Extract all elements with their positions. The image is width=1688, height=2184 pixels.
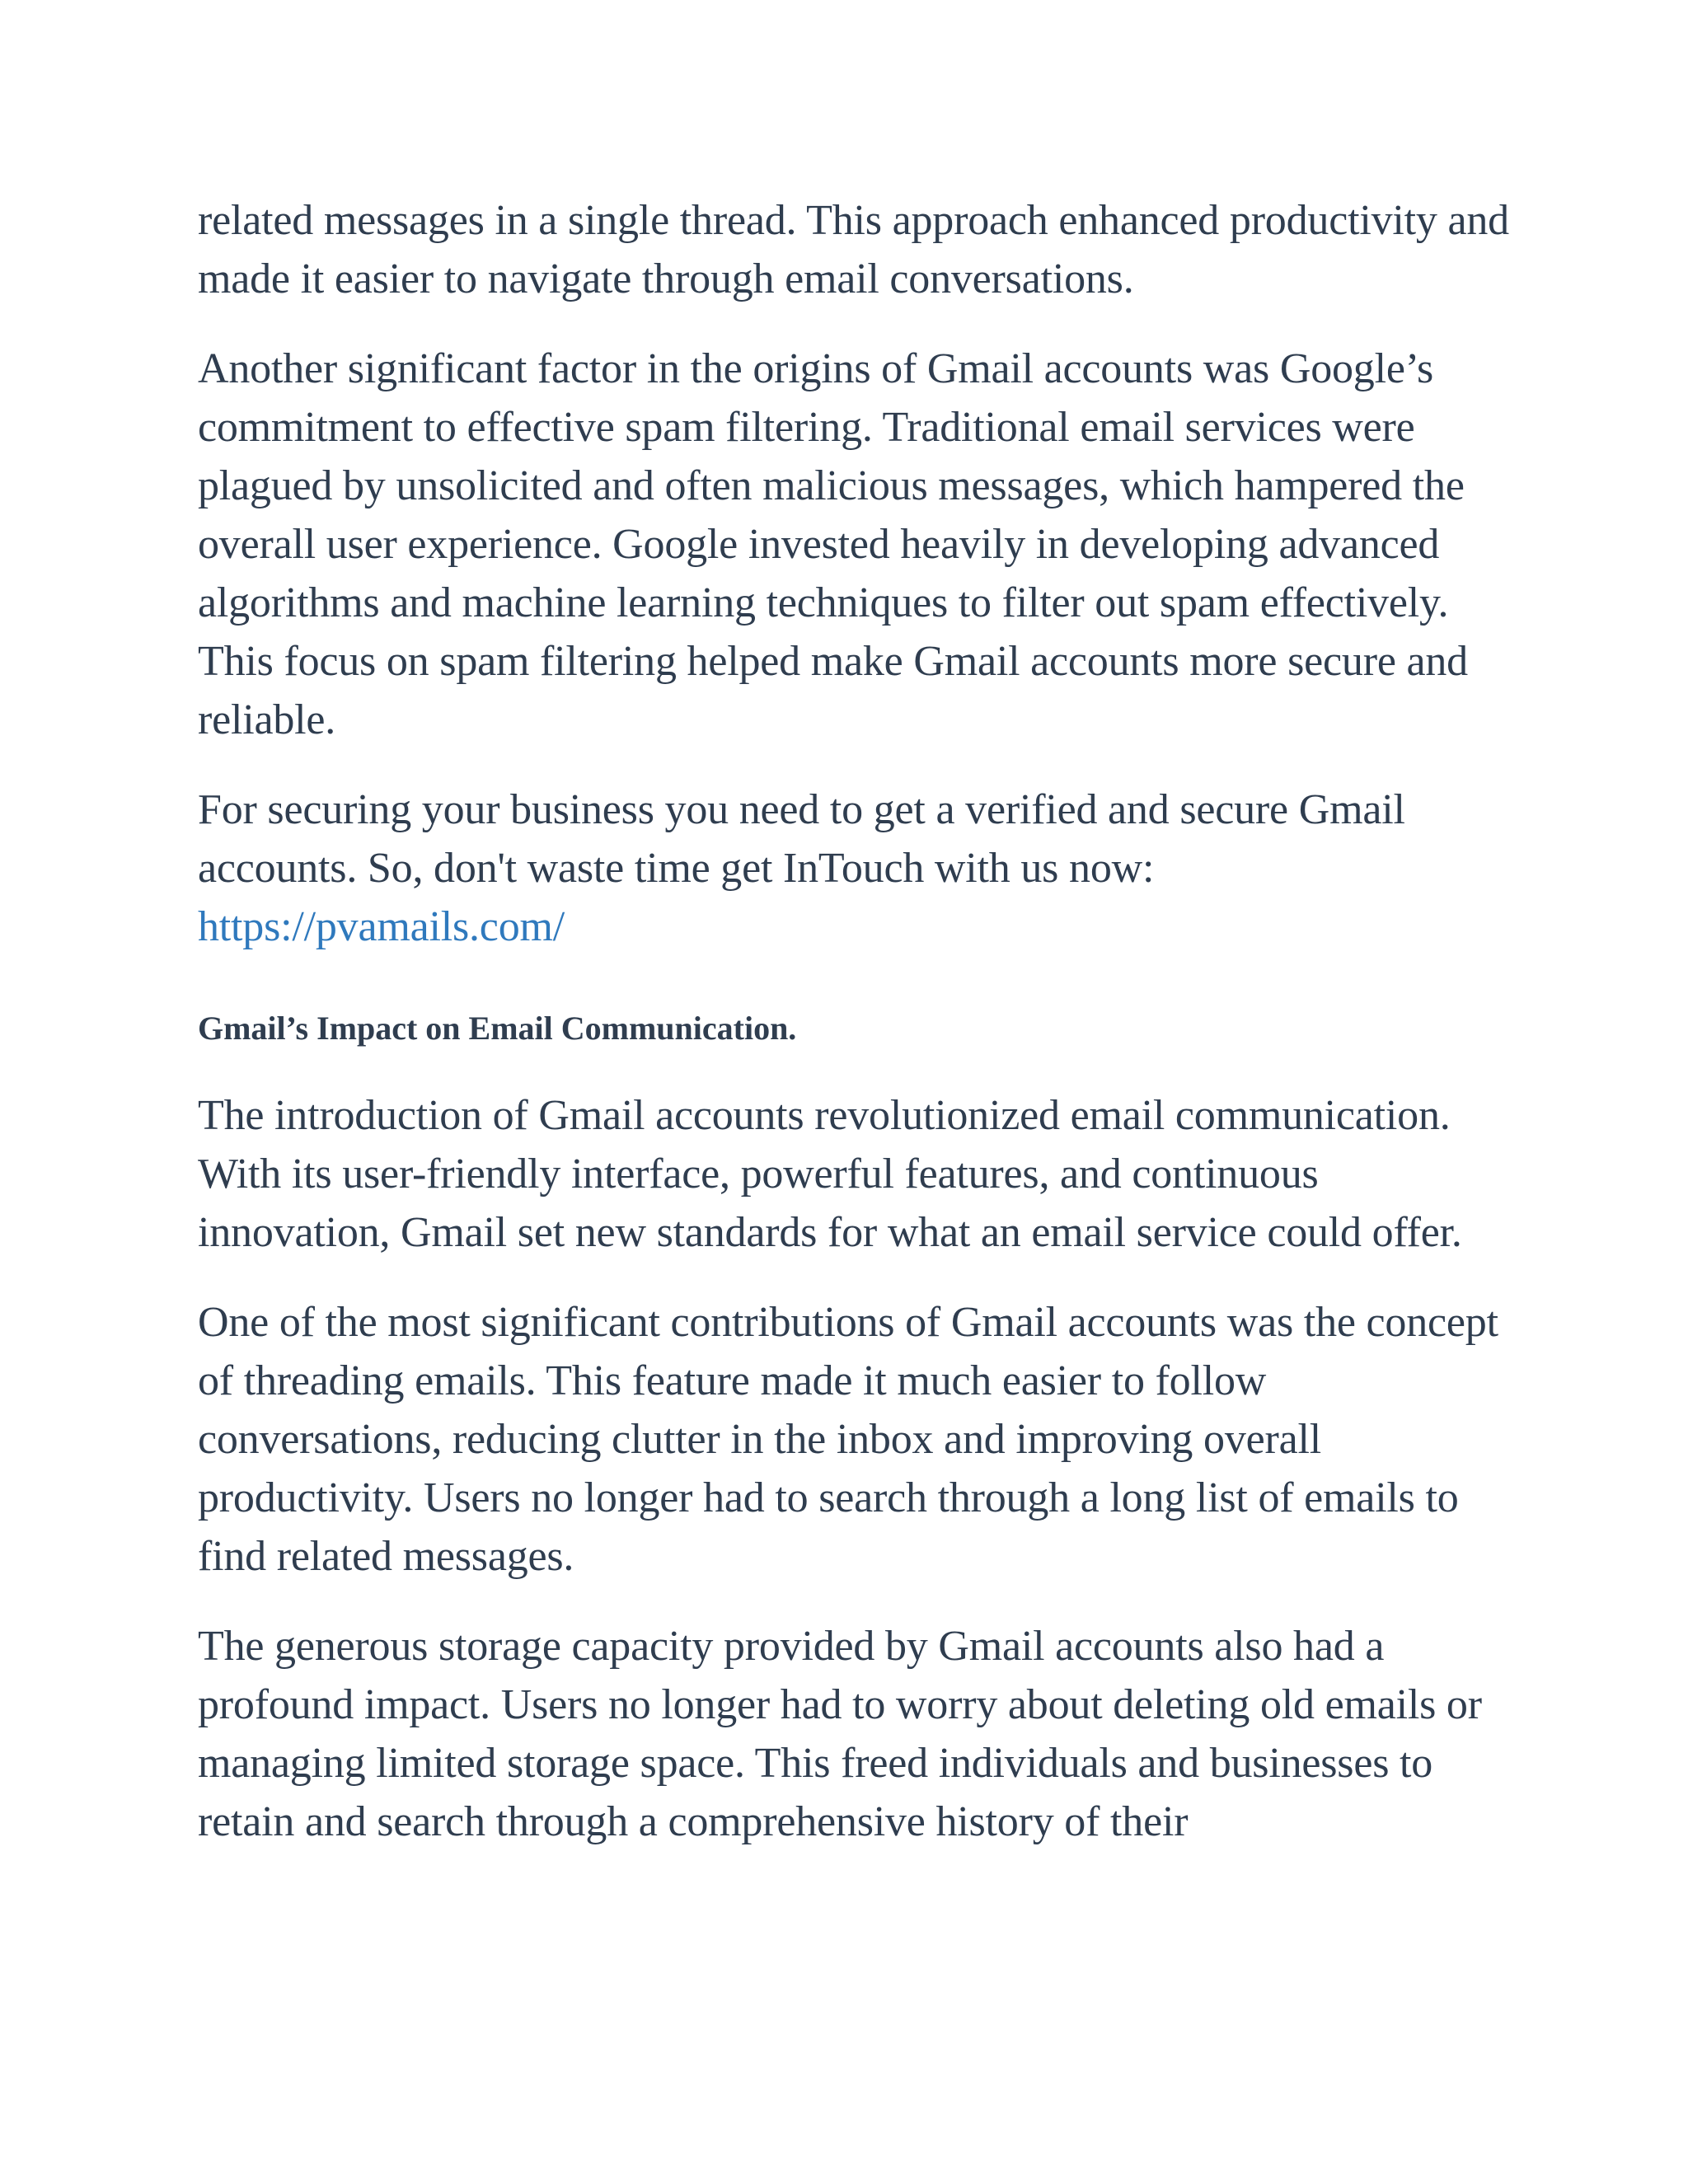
paragraph-threading: One of the most significant contributions of Gmail accounts was the concept of threading emails. This feature made it much easier to follow conversations, reducing clutter in the inbox and improving overall productivity. Users no longer had to search through a long list of emails to find related messages.	[198, 1299, 1498, 1580]
promo-text: For securing your business you need to get a verified and secure Gmail accounts. So, don't waste time get InTouch with us now:	[198, 786, 1405, 892]
paragraph-promo	[198, 780, 1517, 956]
document-page	[198, 191, 1517, 1882]
paragraph-storage: The generous storage capacity provided by Gmail accounts also had a profound impact. Users no longer had to worry about deleting old emails or managing limited storage space. This freed individuals and businesses to retain and search through a comprehensive history of their	[198, 1623, 1482, 1845]
pvamails-link[interactable]: https://pvamails.com/	[198, 903, 565, 950]
paragraph-spam-filtering: Another significant factor in the origins of Gmail accounts was Google’s commitment to effective spam filtering. Traditional email services were plagued by unsolicited and often malicious messages, which hampered the overall user experience. Google invested heavily in developing advanced algorithms and machine learning techniques to filter out spam effectively. This focus on spam filtering helped make Gmail accounts more secure and reliable.	[198, 345, 1468, 743]
paragraph-revolution: The introduction of Gmail accounts revolutionized email communication. With its user-friendly interface, powerful features, and continuous innovation, Gmail set new standards for what an email service could offer.	[198, 1092, 1462, 1256]
section-heading: Gmail’s Impact on Email Communication.	[198, 1010, 797, 1047]
paragraph-threading-intro: related messages in a single thread. This approach enhanced productivity and made it easier to navigate through email conversations.	[198, 197, 1509, 302]
